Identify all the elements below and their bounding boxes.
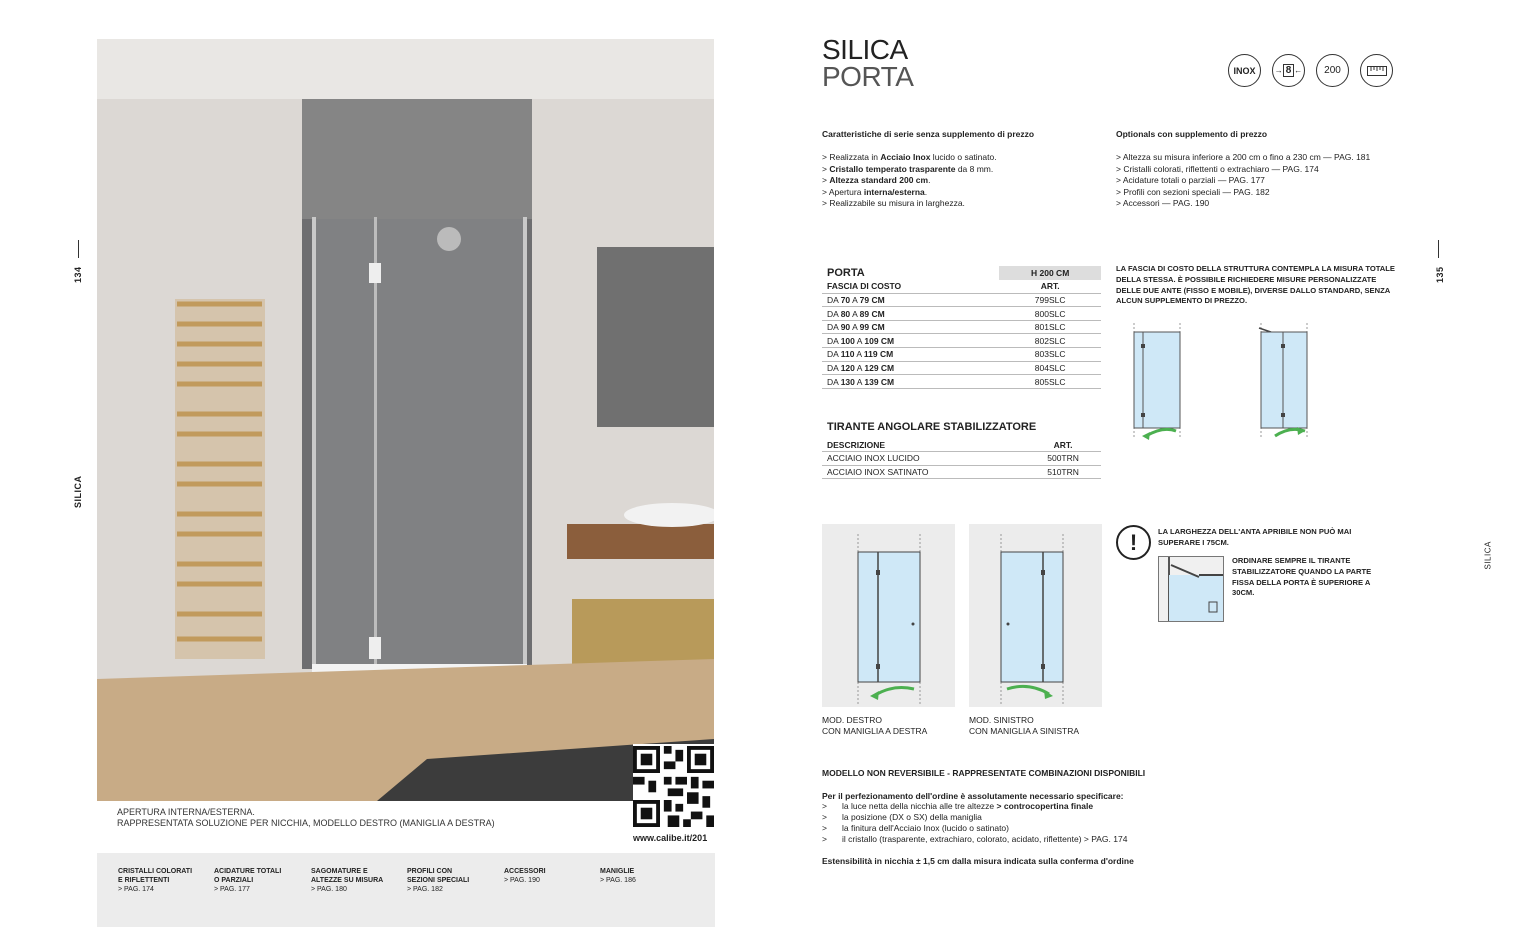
table-row: DA 80 A 89 CM 800SLC: [822, 307, 1101, 321]
standard-list: [822, 152, 997, 210]
option-item[interactable]: ACIDATURE TOTALI O PARZIALI > PAG. 177: [214, 868, 282, 893]
table-row: DA 130 A 139 CM 805SLC: [822, 375, 1101, 389]
thickness-badge: → 8 ←: [1272, 54, 1305, 87]
list-item: > Profili con sezioni speciali — PAG. 182: [1116, 186, 1270, 197]
list-item: > Altezza standard 200 cm.: [822, 175, 931, 185]
tirante-table: [822, 438, 1101, 479]
section-title: MODELLO NON REVERSIBILE - RAPPRESENTATE COMBINAZIONI DISPONIBILI: [822, 768, 1146, 778]
column-header: FASCIA DI COSTO: [822, 280, 999, 294]
ruler-icon: [1360, 54, 1393, 87]
model-label: MOD. SINISTRO CON MANIGLIA A SINISTRA: [969, 715, 1080, 736]
tirante-warning: ORDINARE SEMPRE IL TIRANTE STABILIZZATORE QUANDO LA PARTE FISSA DELLA PORTA È SUPERIORE A 30CM.: [1232, 556, 1372, 598]
standard-heading: Caratteristiche di serie senza supplemento di prezzo: [822, 129, 1035, 139]
website-link[interactable]: www.calibe.it/201: [633, 833, 708, 843]
list-item: > Cristallo temperato trasparente da 8 mm.: [822, 163, 994, 174]
column-header: ART.: [999, 280, 1101, 294]
thickness-value: 8: [1283, 64, 1295, 77]
list-item: > il cristallo (trasparente, extrachiaro, colorato, acidato, riflettente) > PAG. 174: [822, 834, 1128, 844]
title-line2: PORTA: [822, 61, 914, 92]
caption-line: APERTURA INTERNA/ESTERNA.: [117, 807, 255, 817]
product-title: [822, 36, 913, 90]
list-item: > la luce netta della nicchia alle tre altezze > controcopertina finale: [822, 801, 1094, 811]
table-title: PORTA: [827, 266, 865, 279]
model-destro-diagram: [822, 524, 955, 707]
option-item[interactable]: PROFILI CON SEZIONI SPECIALI > PAG. 182: [407, 868, 470, 893]
order-intro: Per il perfezionamento dell'ordine è assolutamente necessario specificare:: [822, 791, 1124, 801]
option-item[interactable]: ACCESSORI > PAG. 190: [504, 868, 546, 884]
order-footer: Estensibilità in nicchia ± 1,5 cm dalla misura indicata sulla conferma d'ordine: [822, 856, 1134, 866]
porta-table: [822, 266, 1101, 389]
list-item: > Acidature totali o parziali — PAG. 177: [1116, 175, 1265, 185]
model-label: MOD. DESTRO CON MANIGLIA A DESTRA: [822, 715, 928, 736]
side-label-right: SILICA: [1483, 541, 1493, 570]
optionals-heading: Optionals con supplemento di prezzo: [1116, 129, 1268, 139]
list-item: > Altezza su misura inferiore a 200 cm o fino a 230 cm — PAG. 181: [1116, 152, 1371, 162]
title-line1: SILICA: [822, 34, 908, 65]
optionals-list: [1116, 152, 1370, 210]
model-sinistro-diagram: [969, 524, 1102, 707]
option-item[interactable]: SAGOMATURE E ALTEZZE SU MISURA > PAG. 180: [311, 868, 384, 893]
page-number-right: 135: [1435, 266, 1445, 283]
list-item: > la finitura dell'Acciaio Inox (lucido o satinato): [822, 823, 1009, 833]
door-diagram-small: [1118, 318, 1198, 443]
table-row: DA 100 A 109 CM 802SLC: [822, 334, 1101, 348]
product-photo: [97, 39, 714, 801]
tirante-diagram: [1158, 556, 1224, 622]
warning-text: LA LARGHEZZA DELL'ANTA APRIBILE NON PUÒ MAI SUPERARE I 75CM.: [1158, 527, 1352, 547]
table-row: ACCIAIO INOX LUCIDO 500TRN: [822, 452, 1101, 466]
height-header: H 200 CM: [999, 266, 1101, 280]
caption-line: RAPPRESENTATA SOLUZIONE PER NICCHIA, MODELLO DESTRO (MANIGLIA A DESTRA): [117, 818, 495, 828]
list-item: > la posizione (DX o SX) della maniglia: [822, 812, 982, 822]
side-label-left: SILICA: [73, 475, 83, 508]
divider: [1438, 240, 1439, 258]
photo-caption: [117, 807, 495, 829]
order-list: [822, 801, 1127, 845]
height-badge: 200: [1316, 54, 1349, 87]
list-item: > Accessori — PAG. 190: [1116, 198, 1210, 208]
option-item[interactable]: MANIGLIE > PAG. 186: [600, 868, 636, 884]
table-row: DA 90 A 99 CM 801SLC: [822, 320, 1101, 334]
column-header: DESCRIZIONE: [822, 438, 1025, 452]
qr-code[interactable]: [633, 744, 714, 829]
list-item: > Cristalli colorati, riflettenti o extrachiaro — PAG. 174: [1116, 163, 1319, 174]
tirante-title: TIRANTE ANGOLARE STABILIZZATORE: [827, 421, 1037, 433]
page-number-left: 134: [73, 266, 83, 283]
list-item: > Realizzata in Acciaio Inox lucido o satinato.: [822, 152, 997, 162]
option-item[interactable]: CRISTALLI COLORATI E RIFLETTENTI > PAG. 174: [118, 868, 193, 893]
table-row: DA 70 A 79 CM 799SLC: [822, 293, 1101, 307]
list-item: > Apertura interna/esterna.: [822, 186, 928, 197]
column-header: ART.: [1025, 438, 1101, 452]
options-bar: [97, 853, 715, 927]
table-row: DA 110 A 119 CM 803SLC: [822, 348, 1101, 362]
fascia-note: LA FASCIA DI COSTO DELLA STRUTTURA CONTEMPLA LA MISURA TOTALE DELLA STESSA. È POSSIBILE RICHIEDERE MISURE PERSONALIZZATE DELLE DUE ANTE (FISSO E MOBILE), DIVERSE DALLO STANDARD, SENZA ALCUN SUPPLEMENTO DI PREZZO.: [1116, 264, 1395, 306]
divider: [78, 240, 79, 258]
warning-icon: !: [1116, 525, 1151, 560]
list-item: > Realizzabile su misura in larghezza.: [822, 198, 965, 208]
door-diagram-small: [1245, 318, 1325, 443]
inox-badge: INOX: [1228, 54, 1261, 87]
table-row: DA 120 A 129 CM 804SLC: [822, 361, 1101, 375]
table-row: ACCIAIO INOX SATINATO 510TRN: [822, 465, 1101, 479]
